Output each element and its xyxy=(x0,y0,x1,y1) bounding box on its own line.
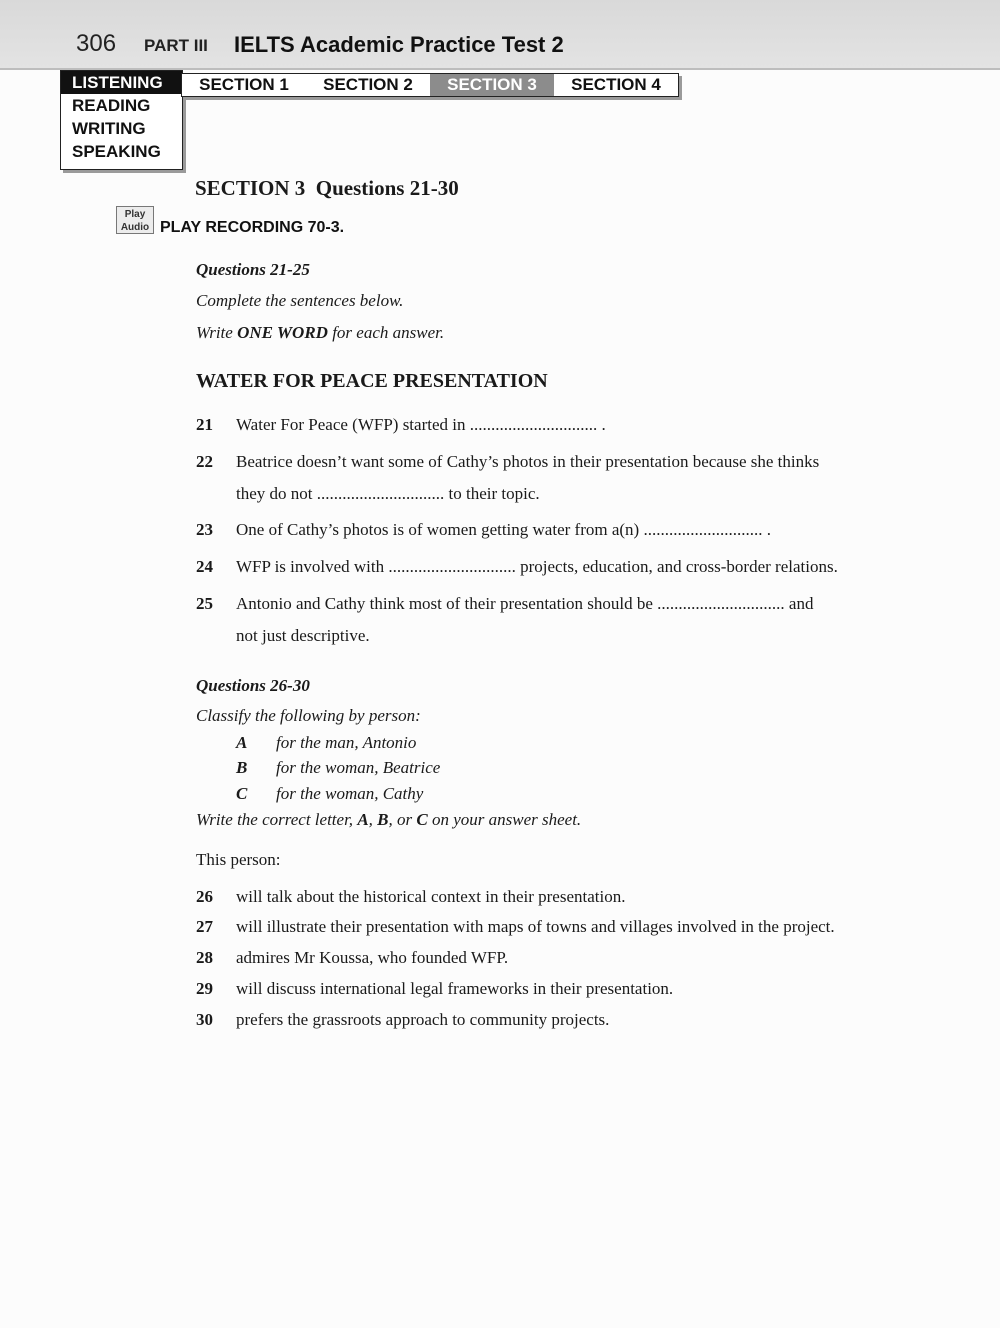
question-text: Water For Peace (WFP) started in .............................. . xyxy=(236,415,606,434)
module-reading[interactable]: READING xyxy=(72,96,151,115)
book-title: IELTS Academic Practice Test 2 xyxy=(234,32,564,57)
write-sep: , or xyxy=(388,810,417,829)
question-text: will discuss international legal frameworks in their presentation. xyxy=(236,979,674,998)
question-text: One of Cathy’s photos is of women getting water from a(n) ............................ . xyxy=(236,520,771,539)
question-number: 26 xyxy=(196,887,213,906)
option-letter: C xyxy=(236,784,248,803)
tab-section-3[interactable]: SECTION 3 xyxy=(430,74,554,96)
option-letter: B xyxy=(236,758,248,777)
play-label: Play xyxy=(124,209,146,220)
presentation-title: WATER FOR PEACE PRESENTATION xyxy=(196,370,548,392)
instruction-write-letter xyxy=(196,810,581,830)
write-post: on your answer sheet. xyxy=(427,810,582,829)
play-audio-button[interactable] xyxy=(116,206,154,234)
question-number: 28 xyxy=(196,948,213,967)
tab-section-1[interactable]: SECTION 1 xyxy=(199,75,289,94)
module-listening[interactable]: LISTENING xyxy=(61,71,182,94)
write-pre: Write the correct letter, xyxy=(196,810,358,829)
write-letter-a: A xyxy=(357,810,369,829)
instruction-complete: Complete the sentences below. xyxy=(196,291,404,310)
write-letter-c: C xyxy=(416,810,428,829)
option-text: for the woman, Beatrice xyxy=(276,758,441,777)
instruction-write xyxy=(196,323,444,343)
question-text-continued: they do not .............................. to their topic. xyxy=(236,484,540,503)
section-tabs xyxy=(181,73,679,97)
instruction-classify: Classify the following by person: xyxy=(196,706,421,725)
instruction-write-post: for each answer. xyxy=(327,323,445,342)
question-number: 27 xyxy=(196,917,213,936)
option-text: for the man, Antonio xyxy=(276,733,417,752)
audio-label: Audio xyxy=(120,222,150,233)
part-label: PART III xyxy=(144,36,208,55)
write-letter-b: B xyxy=(377,810,389,829)
write-sep: , xyxy=(368,810,378,829)
questions-26-30-heading: Questions 26-30 xyxy=(196,676,310,695)
instruction-write-pre: Write xyxy=(196,323,238,342)
question-number: 24 xyxy=(196,557,213,576)
question-number: 25 xyxy=(196,594,213,613)
questions-21-25-heading: Questions 21-25 xyxy=(196,260,310,279)
question-number: 21 xyxy=(196,415,213,434)
this-person-label: This person: xyxy=(196,850,281,869)
question-text: WFP is involved with .............................. projects, education, and cross-border relations. xyxy=(236,557,838,576)
module-writing[interactable]: WRITING xyxy=(72,119,146,138)
instruction-write-bold: ONE WORD xyxy=(237,323,328,342)
tab-section-4[interactable]: SECTION 4 xyxy=(571,75,661,94)
option-text: for the woman, Cathy xyxy=(276,784,424,803)
question-number: 29 xyxy=(196,979,213,998)
play-recording-label: PLAY RECORDING 70-3. xyxy=(160,219,345,236)
question-text-continued: not just descriptive. xyxy=(236,626,370,645)
question-text: Antonio and Cathy think most of their presentation should be .............................. and xyxy=(236,594,814,613)
tab-section-2[interactable]: SECTION 2 xyxy=(323,75,413,94)
module-speaking[interactable]: SPEAKING xyxy=(72,142,161,161)
module-nav xyxy=(60,70,183,170)
question-number: 23 xyxy=(196,520,213,539)
question-text: prefers the grassroots approach to community projects. xyxy=(236,1010,610,1029)
question-text: will illustrate their presentation with maps of towns and villages involved in the project. xyxy=(236,917,835,936)
question-number: 30 xyxy=(196,1010,213,1029)
page-number: 306 xyxy=(76,30,117,57)
question-text: Beatrice doesn’t want some of Cathy’s photos in their presentation because she thinks xyxy=(236,452,820,471)
option-letter: A xyxy=(236,733,248,752)
question-number: 22 xyxy=(196,452,213,471)
section-heading: SECTION 3 Questions 21-30 xyxy=(195,176,459,200)
question-text: will talk about the historical context in their presentation. xyxy=(236,887,626,906)
question-text: admires Mr Koussa, who founded WFP. xyxy=(236,948,509,967)
